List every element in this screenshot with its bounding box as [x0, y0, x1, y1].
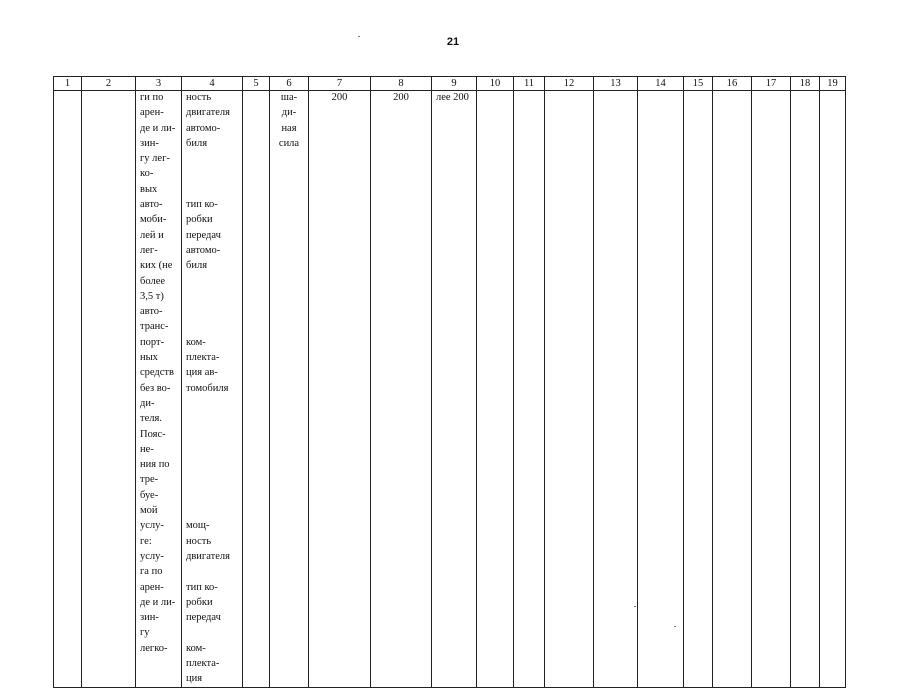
- column-header-2: 2: [82, 77, 136, 91]
- column-header-12: 12: [545, 77, 594, 91]
- cell-col-8: [371, 91, 432, 688]
- column-header-5: 5: [243, 77, 270, 91]
- column-header-11: 11: [514, 77, 545, 91]
- header-row: [54, 77, 846, 91]
- column-header-6: 6: [270, 77, 309, 91]
- characteristics-text: ность двигателя автомо- биля тип ко- робки передач автомо- биля ком- плекта- ция ав- томобиля мощ- ность двигателя тип ко- робки передач ком- плекта- ция: [186, 92, 230, 685]
- page-number: 21: [446, 36, 460, 48]
- column-header-8: 8: [371, 77, 432, 91]
- column-header-4: 4: [182, 77, 243, 91]
- column-header-9: 9: [432, 77, 477, 91]
- cell-col-1: [54, 91, 82, 688]
- cell-col-15: [684, 91, 713, 688]
- value-col-7: 200: [331, 92, 348, 103]
- cell-col-10: [477, 91, 514, 688]
- cell-col-18: [791, 91, 820, 688]
- data-table: [53, 76, 846, 688]
- column-header-13: 13: [594, 77, 638, 91]
- cell-col-5: [243, 91, 270, 688]
- cell-col-16: [713, 91, 752, 688]
- cell-col-11: [514, 91, 545, 688]
- column-header-18: 18: [791, 77, 820, 91]
- column-header-17: 17: [752, 77, 791, 91]
- cell-col-19: [820, 91, 846, 688]
- column-header-1: 1: [54, 77, 82, 91]
- cell-col-3: [136, 91, 182, 688]
- cell-col-6: [270, 91, 309, 688]
- service-description-text: ги по арен- де и ли- зин- гу лег- ко- вых авто- моби- лей и лег- ких (не более 3,5 т) авто- транс- порт- ных средств без во- ди- теля. Пояс- не- ния по тре- буе- мой услу- ге: услу- га по арен- де и ли- зин- гу легко-: [140, 92, 176, 654]
- scan-speck: [674, 626, 676, 627]
- cell-col-13: [594, 91, 638, 688]
- column-header-15: 15: [684, 77, 713, 91]
- cell-col-17: [752, 91, 791, 688]
- value-col-8: 200: [393, 92, 409, 103]
- column-header-16: 16: [713, 77, 752, 91]
- table-row: [54, 91, 846, 688]
- scan-speck: [358, 36, 360, 37]
- column-header-19: 19: [820, 77, 846, 91]
- cell-col-9: [432, 91, 477, 688]
- unit-text: ша- ди- ная сила: [278, 92, 300, 149]
- cell-col-12: [545, 91, 594, 688]
- cell-col-4: [182, 91, 243, 688]
- cell-col-7: [309, 91, 371, 688]
- cell-col-14: [638, 91, 684, 688]
- scan-speck: [634, 606, 636, 607]
- column-header-10: 10: [477, 77, 514, 91]
- column-header-3: 3: [136, 77, 182, 91]
- column-header-14: 14: [638, 77, 684, 91]
- value-col-9: лее 200: [436, 92, 469, 103]
- cell-col-2: [82, 91, 136, 688]
- column-header-7: 7: [309, 77, 371, 91]
